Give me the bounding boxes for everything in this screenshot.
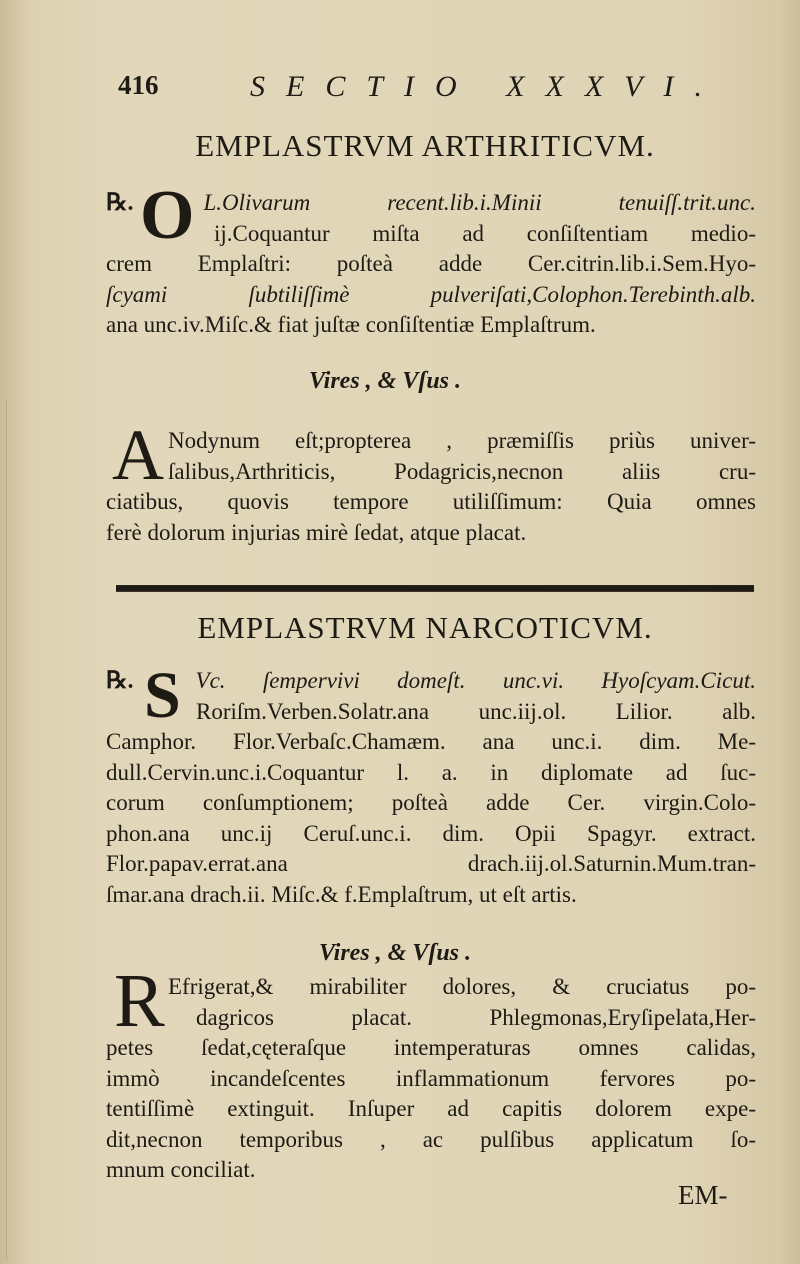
- uses-line: mnum conciliat.: [106, 1157, 256, 1182]
- uses-line: Nodynum eſt;propterea , præmiſſis priùs univer-: [168, 428, 756, 453]
- recipe-arthriticum: [106, 177, 756, 341]
- uses-line: petes ſedat,cęteraſque intemperaturas omnes calidas,: [106, 1035, 756, 1060]
- page-header: [118, 70, 723, 110]
- recipe-line: dull.Cervin.unc.i.Coquantur l. a. in diplomate ad ſuc-: [106, 759, 756, 785]
- recipe-symbol: ℞.: [106, 190, 134, 216]
- recipe-line: phon.ana unc.ij Ceruſ.unc.i. dim. Opii Spagyr. extract.: [106, 820, 756, 846]
- uses-line: dagricos placat. Phlegmonas,Eryſipelata,Her-: [196, 1004, 756, 1030]
- drop-cap-a: A: [112, 415, 164, 495]
- uses-arthriticum: [106, 415, 756, 548]
- drop-cap-r: R: [114, 959, 165, 1043]
- uses-line: ferè dolorum injurias mirè ſedat, atque placat.: [106, 519, 527, 545]
- recipe-line: Camphor. Flor.Verbaſc.Chamæm. ana unc.i. dim. Me-: [106, 729, 756, 754]
- recipe-line: ſcyami ſubtiliſſimè pulveriſati,Colophon.Terebinth.alb.: [106, 281, 756, 307]
- drop-cap-s: S: [144, 659, 181, 732]
- recipe-line: ana unc.iv.Miſc.& fiat juſtæ conſiſtentiæ Emplaſtrum.: [106, 312, 596, 337]
- vires-heading: Vires , & Vſus .: [318, 940, 472, 966]
- catchword: EM-: [678, 1180, 728, 1210]
- running-head: SECTIO XXXVI.: [250, 70, 723, 103]
- recipe-line: Flor.papav.errat.ana drach.iij.ol.Saturnin.Mum.tran-: [106, 851, 756, 876]
- recipe-line: ſmar.ana drach.ii. Miſc.& f.Emplaſtrum, ut eſt artis.: [106, 881, 577, 907]
- uses-line: dit,necnon temporibus , ac pulſibus applicatum ſo-: [106, 1126, 756, 1152]
- recipe-line: corum conſumptionem; poſteà adde Cer. virgin.Colo-: [106, 790, 756, 815]
- uses-line: ſalibus,Arthriticis, Podagricis,necnon aliis cru-: [168, 458, 756, 484]
- page-number: 416: [118, 70, 159, 100]
- recipe-narcoticum: [106, 659, 756, 910]
- recipe-line: ℞. Vc. ſempervivi domeſt. unc.vi. Hyoſcyam.Cicut.: [106, 668, 756, 694]
- recipe-line: ij.Coquantur miſta ad conſiſtentiam medio-: [214, 220, 756, 246]
- section-title-arthriticum: EMPLASTRVM ARTHRITICVM.: [195, 128, 655, 163]
- vires-heading: Vires , & Vſus .: [308, 368, 462, 394]
- section-divider: [116, 585, 754, 592]
- recipe-line: crem Emplaſtri: poſteà adde Cer.citrin.lib.i.Sem.Hyo-: [106, 251, 756, 276]
- recipe-symbol: ℞.: [106, 668, 134, 694]
- page-gutter: [6, 400, 7, 1260]
- uses-narcoticum: [106, 972, 756, 1186]
- uses-line: ciatibus, quovis tempore utiliſſimum: Quia omnes: [106, 489, 756, 514]
- recipe-line: Roriſm.Verben.Solatr.ana unc.iij.ol. Lilior. alb.: [196, 698, 756, 724]
- uses-line: immò incandeſcentes inflammationum fervores po-: [106, 1065, 756, 1091]
- recipe-line: ℞. L.Olivarum recent.lib.i.Minii tenuiſſ.trit.unc.: [106, 190, 756, 216]
- uses-line: tentiſſimè extinguit. Inſuper ad capitis dolorem expe-: [106, 1096, 756, 1121]
- drop-cap-o: O: [140, 177, 195, 254]
- section-title-narcoticum: EMPLASTRVM NARCOTICVM.: [197, 610, 653, 645]
- uses-line: Efrigerat,& mirabiliter dolores, & cruciatus po-: [168, 974, 756, 999]
